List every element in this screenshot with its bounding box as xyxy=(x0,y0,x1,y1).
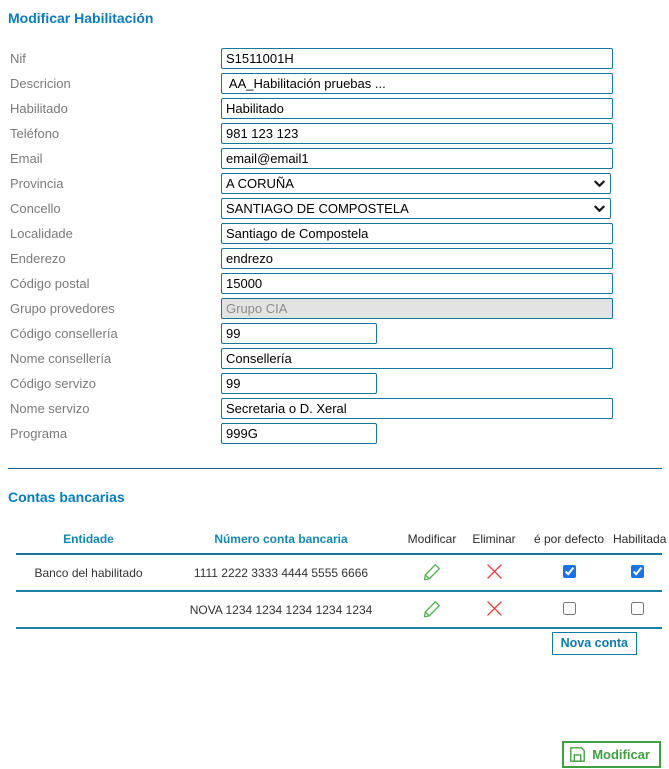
modificar-button[interactable] xyxy=(562,741,661,768)
nome-servizo-input[interactable] xyxy=(221,398,613,419)
save-disk-icon xyxy=(568,745,587,764)
nif-input[interactable] xyxy=(221,48,613,69)
codigo-conselleria-label: Código consellería xyxy=(10,326,118,341)
table-row xyxy=(16,554,662,591)
concello-select[interactable] xyxy=(221,198,611,219)
programa-label: Programa xyxy=(10,426,68,441)
contas-bancarias-table xyxy=(16,532,667,629)
concello-select-wrap xyxy=(221,198,611,219)
codigo-postal-input[interactable] xyxy=(221,273,613,294)
modificar-button-label: Modificar xyxy=(592,747,650,762)
header-eliminar: Eliminar xyxy=(472,532,516,546)
grupo-provedores-input xyxy=(221,298,613,319)
cell-numero-conta: 1111 2222 3333 4444 5555 6666 xyxy=(193,565,369,580)
form-row-codigo-servizo xyxy=(8,371,662,396)
form-row-grupo-provedores xyxy=(8,296,662,321)
enderezo-input[interactable] xyxy=(221,248,613,269)
form-row-telefono xyxy=(8,121,662,146)
form-row-nome-servizo xyxy=(8,396,662,421)
codigo-conselleria-input[interactable] xyxy=(221,323,377,344)
pencil-icon xyxy=(422,561,443,582)
habilitacion-form xyxy=(8,46,662,446)
cell-entidade xyxy=(16,591,161,628)
x-icon xyxy=(484,598,505,619)
telefono-input[interactable] xyxy=(221,123,613,144)
header-entidade: Entidade xyxy=(63,532,114,546)
codigo-servizo-input[interactable] xyxy=(221,373,377,394)
form-row-nome-conselleria xyxy=(8,346,662,371)
table-row xyxy=(16,591,662,628)
table-header-row xyxy=(16,532,662,554)
habilitado-input[interactable] xyxy=(221,98,613,119)
header-numero-conta: Número conta bancaria xyxy=(214,532,348,546)
enderezo-label: Enderezo xyxy=(10,251,66,266)
page-title: Modificar Habilitación xyxy=(8,10,154,26)
codigo-postal-label: Código postal xyxy=(10,276,90,291)
por-defecto-checkbox[interactable] xyxy=(563,602,576,615)
programa-input[interactable] xyxy=(221,423,377,444)
header-modificar: Modificar xyxy=(407,532,457,546)
provincia-select[interactable] xyxy=(221,173,611,194)
form-row-email xyxy=(8,146,662,171)
nome-conselleria-input[interactable] xyxy=(221,348,613,369)
habilitada-checkbox[interactable] xyxy=(631,565,644,578)
contas-bancarias-title: Contas bancarias xyxy=(8,489,125,505)
concello-label: Concello xyxy=(10,201,61,216)
habilitada-checkbox[interactable] xyxy=(631,602,644,615)
modificar-conta-button[interactable] xyxy=(422,598,443,619)
eliminar-conta-button[interactable] xyxy=(484,561,505,582)
form-row-enderezo xyxy=(8,246,662,271)
form-row-provincia xyxy=(8,171,662,196)
form-row-concello xyxy=(8,196,662,221)
por-defecto-checkbox[interactable] xyxy=(563,565,576,578)
habilitado-label: Habilitado xyxy=(10,101,68,116)
form-row-descricion xyxy=(8,71,662,96)
form-row-localidade xyxy=(8,221,662,246)
eliminar-conta-button[interactable] xyxy=(484,598,505,619)
provincia-select-wrap xyxy=(221,173,611,194)
form-row-codigo-postal xyxy=(8,271,662,296)
localidade-label: Localidade xyxy=(10,226,73,241)
cell-entidade: Banco del habilitado xyxy=(34,565,143,580)
form-row-codigo-conselleria xyxy=(8,321,662,346)
form-row-habilitado xyxy=(8,96,662,121)
provincia-label: Provincia xyxy=(10,176,64,191)
nova-conta-button[interactable]: Nova conta xyxy=(552,632,637,655)
email-input[interactable] xyxy=(221,148,613,169)
nome-conselleria-label: Nome consellería xyxy=(10,351,112,366)
grupo-provedores-label: Grupo provedores xyxy=(10,301,115,316)
header-por-defecto: é por defecto xyxy=(533,532,605,546)
cell-numero-conta: NOVA 1234 1234 1234 1234 1234 xyxy=(189,602,373,617)
x-icon xyxy=(484,561,505,582)
form-row-programa xyxy=(8,421,662,446)
localidade-input[interactable] xyxy=(221,223,613,244)
modificar-conta-button[interactable] xyxy=(422,561,443,582)
form-row-nif xyxy=(8,46,662,71)
nova-conta-row xyxy=(8,632,662,655)
nif-label: Nif xyxy=(10,51,26,66)
email-label: Email xyxy=(10,151,43,166)
descricion-input[interactable] xyxy=(221,73,613,94)
bottom-actions xyxy=(8,741,662,769)
nome-servizo-label: Nome servizo xyxy=(10,401,90,416)
telefono-label: Teléfono xyxy=(10,126,60,141)
descricion-label: Descricion xyxy=(10,76,71,91)
section-divider xyxy=(8,468,662,469)
header-habilitada: Habilitada xyxy=(613,532,667,546)
codigo-servizo-label: Código servizo xyxy=(10,376,96,391)
pencil-icon xyxy=(422,598,443,619)
